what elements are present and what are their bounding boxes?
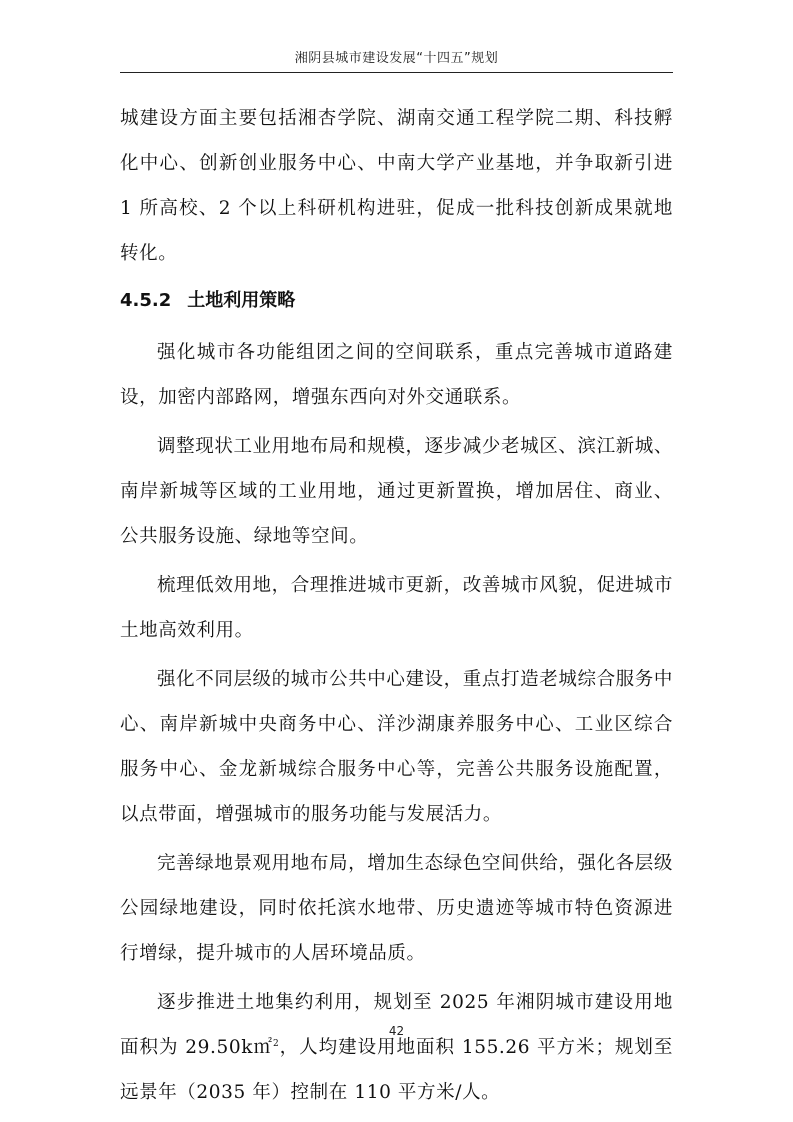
paragraph-land-intensive-use (120, 980, 673, 1115)
area-superscript: 2 (272, 1038, 280, 1049)
paragraph-inefficient-land: 梳理低效用地，合理推进城市更新，改善城市风貌，促进城市土地高效利用。 (120, 575, 673, 641)
page-number: 42 (388, 1024, 405, 1038)
land-use-text-part1: 逐步推进土地集约利用，规划至 2025 年湘阴城市建设用地面积为 29.50k㎡ (120, 992, 673, 1058)
page-body (120, 96, 673, 1119)
paragraph-public-centers: 强化不同层级的城市公共中心建设，重点打造老城综合服务中心、南岸新城中央商务中心、洋沙湖康养服务中心、工业区综合服务中心、金龙新城综合服务中心等，完善公共服务设施配置，以点带面，增强城市的服务功能与发展活力。 (120, 669, 673, 825)
section-heading (120, 282, 673, 320)
header-divider (120, 72, 673, 73)
paragraph-green-space: 完善绿地景观用地布局，增加生态绿色空间供给，强化各层级公园绿地建设，同时依托滨水地带、历史遗迹等城市特色资源进行增绿，提升城市的人居环境品质。 (120, 853, 673, 964)
section-number: 4.5.2 (120, 290, 172, 311)
running-header: 湘阴县城市建设发展“十四五”规划 (294, 51, 499, 66)
land-use-text-part2: ，人均建设用地面积 155.26 平方米；规划至远景年（2035 年）控制在 110 平方米/人。 (120, 1037, 673, 1103)
section-title: 土地利用策略 (187, 290, 296, 311)
paragraph-road-network: 强化城市各功能组团之间的空间联系，重点完善城市道路建设，加密内部路网，增强东西向对外交通联系。 (120, 342, 673, 408)
paragraph-industrial-land: 调整现状工业用地布局和规模，逐步减少老城区、滨江新城、南岸新城等区域的工业用地，通过更新置换，增加居住、商业、公共服务设施、绿地等空间。 (120, 436, 673, 547)
intro-paragraph: 城建设方面主要包括湘杏学院、湖南交通工程学院二期、科技孵化中心、创新创业服务中心、中南大学产业基地，并争取新引进 1 所高校、2 个以上科研机构进驻，促成一批科技创新成果就地转化。 (120, 108, 673, 264)
